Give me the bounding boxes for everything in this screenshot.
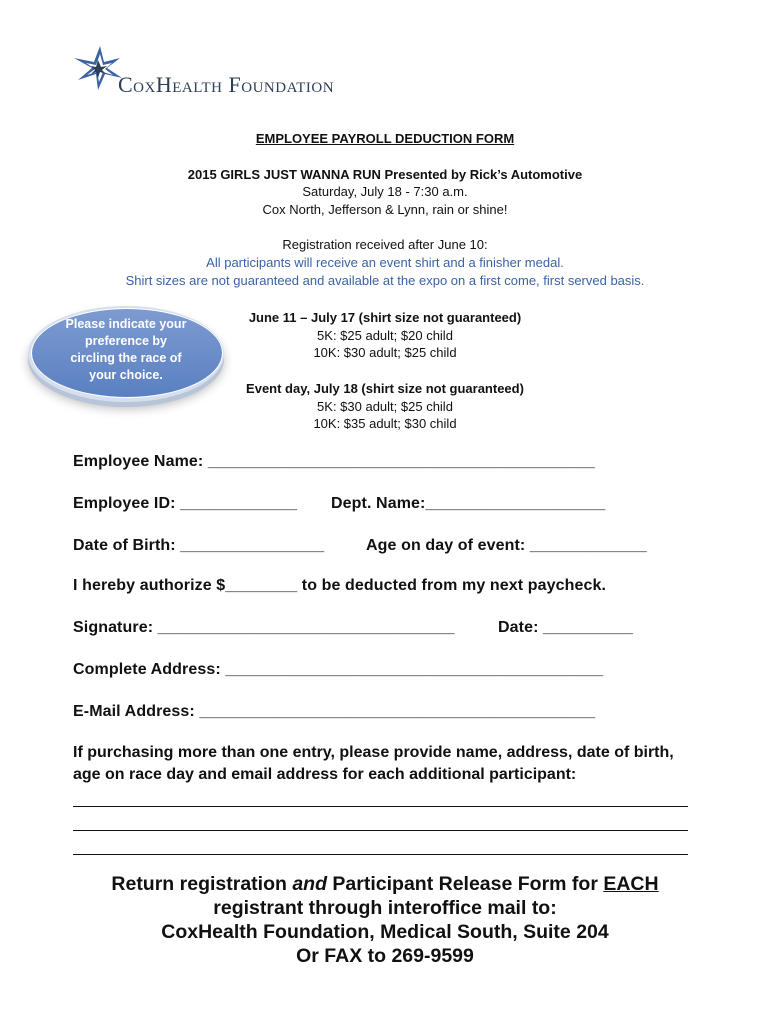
early-10k-price[interactable]: 10K: $30 adult; $25 child (313, 345, 457, 360)
return-text: Return registration (111, 873, 293, 895)
return-each: EACH (603, 873, 659, 895)
event-day-pricing-heading: Event day, July 18 (shirt size not guaranteed) (246, 381, 524, 396)
event-day-pricing (220, 380, 550, 433)
event-date: Saturday, July 18 - 7:30 a.m. (302, 184, 468, 199)
badge-line: preference by (85, 334, 167, 348)
race-preference-badge (28, 306, 224, 402)
signature-field[interactable]: Signature: _________________________________ (73, 619, 455, 636)
dob-field[interactable]: Date of Birth: ________________ (73, 537, 325, 554)
badge-line: Please indicate your (65, 317, 187, 331)
return-line-4: Or FAX to 269-9599 (296, 945, 474, 967)
registration-notice-sizes: Shirt sizes are not guaranteed and available at the expo on a first come, first served basis. (125, 273, 645, 288)
badge-line: your choice. (89, 368, 163, 382)
early-5k-price[interactable]: 5K: $25 adult; $20 child (317, 327, 453, 343)
form-title: EMPLOYEE PAYROLL DEDUCTION FORM (255, 131, 515, 146)
early-pricing-heading: June 11 – July 17 (shirt size not guaranteed) (248, 310, 522, 325)
return-line-3: CoxHealth Foundation, Medical South, Suite 204 (161, 921, 609, 943)
return-line-1 (0, 872, 770, 896)
return-text: Participant Release Form for (327, 873, 604, 895)
logo (70, 44, 390, 104)
registration-notice-shirt: All participants will receive an event shirt and a finisher medal. (206, 255, 564, 270)
early-pricing (220, 309, 550, 362)
additional-participant-line[interactable] (73, 806, 688, 807)
age-field[interactable]: Age on day of event: _____________ (366, 537, 647, 554)
additional-entry-note: If purchasing more than one entry, please provide name, address, date of birth, age on race day and email address for each additional participant: (73, 744, 674, 783)
event-day-5k-price[interactable]: 5K: $30 adult; $25 child (317, 398, 453, 414)
return-emphasis: and (292, 873, 327, 895)
return-line-2: registrant through interoffice mail to: (213, 897, 557, 919)
additional-participant-line[interactable] (73, 854, 688, 855)
additional-participant-line[interactable] (73, 830, 688, 831)
employee-id-field[interactable]: Employee ID: _____________ (73, 495, 298, 512)
date-field[interactable]: Date: __________ (498, 619, 634, 636)
badge-text (28, 316, 224, 384)
return-instructions (0, 872, 770, 968)
event-name: 2015 GIRLS JUST WANNA RUN Presented by Rick’s Automotive (187, 167, 583, 182)
employee-name-field[interactable]: Employee Name: ___________________________________________ (73, 453, 595, 470)
logo-text: CoxHealth Foundation (118, 72, 335, 97)
authorize-amount-field[interactable]: I hereby authorize $________ to be deducted from my next paycheck. (73, 577, 607, 594)
event-day-10k-price[interactable]: 10K: $35 adult; $30 child (313, 416, 457, 431)
registration-notice-heading: Registration received after June 10: (282, 237, 488, 252)
address-field[interactable]: Complete Address: __________________________________________ (73, 661, 604, 678)
event-location: Cox North, Jefferson & Lynn, rain or shine! (262, 202, 508, 217)
dept-name-field[interactable]: Dept. Name:____________________ (331, 495, 606, 512)
email-field[interactable]: E-Mail Address: ____________________________________________ (73, 703, 596, 720)
badge-line: circling the race of (70, 351, 182, 365)
